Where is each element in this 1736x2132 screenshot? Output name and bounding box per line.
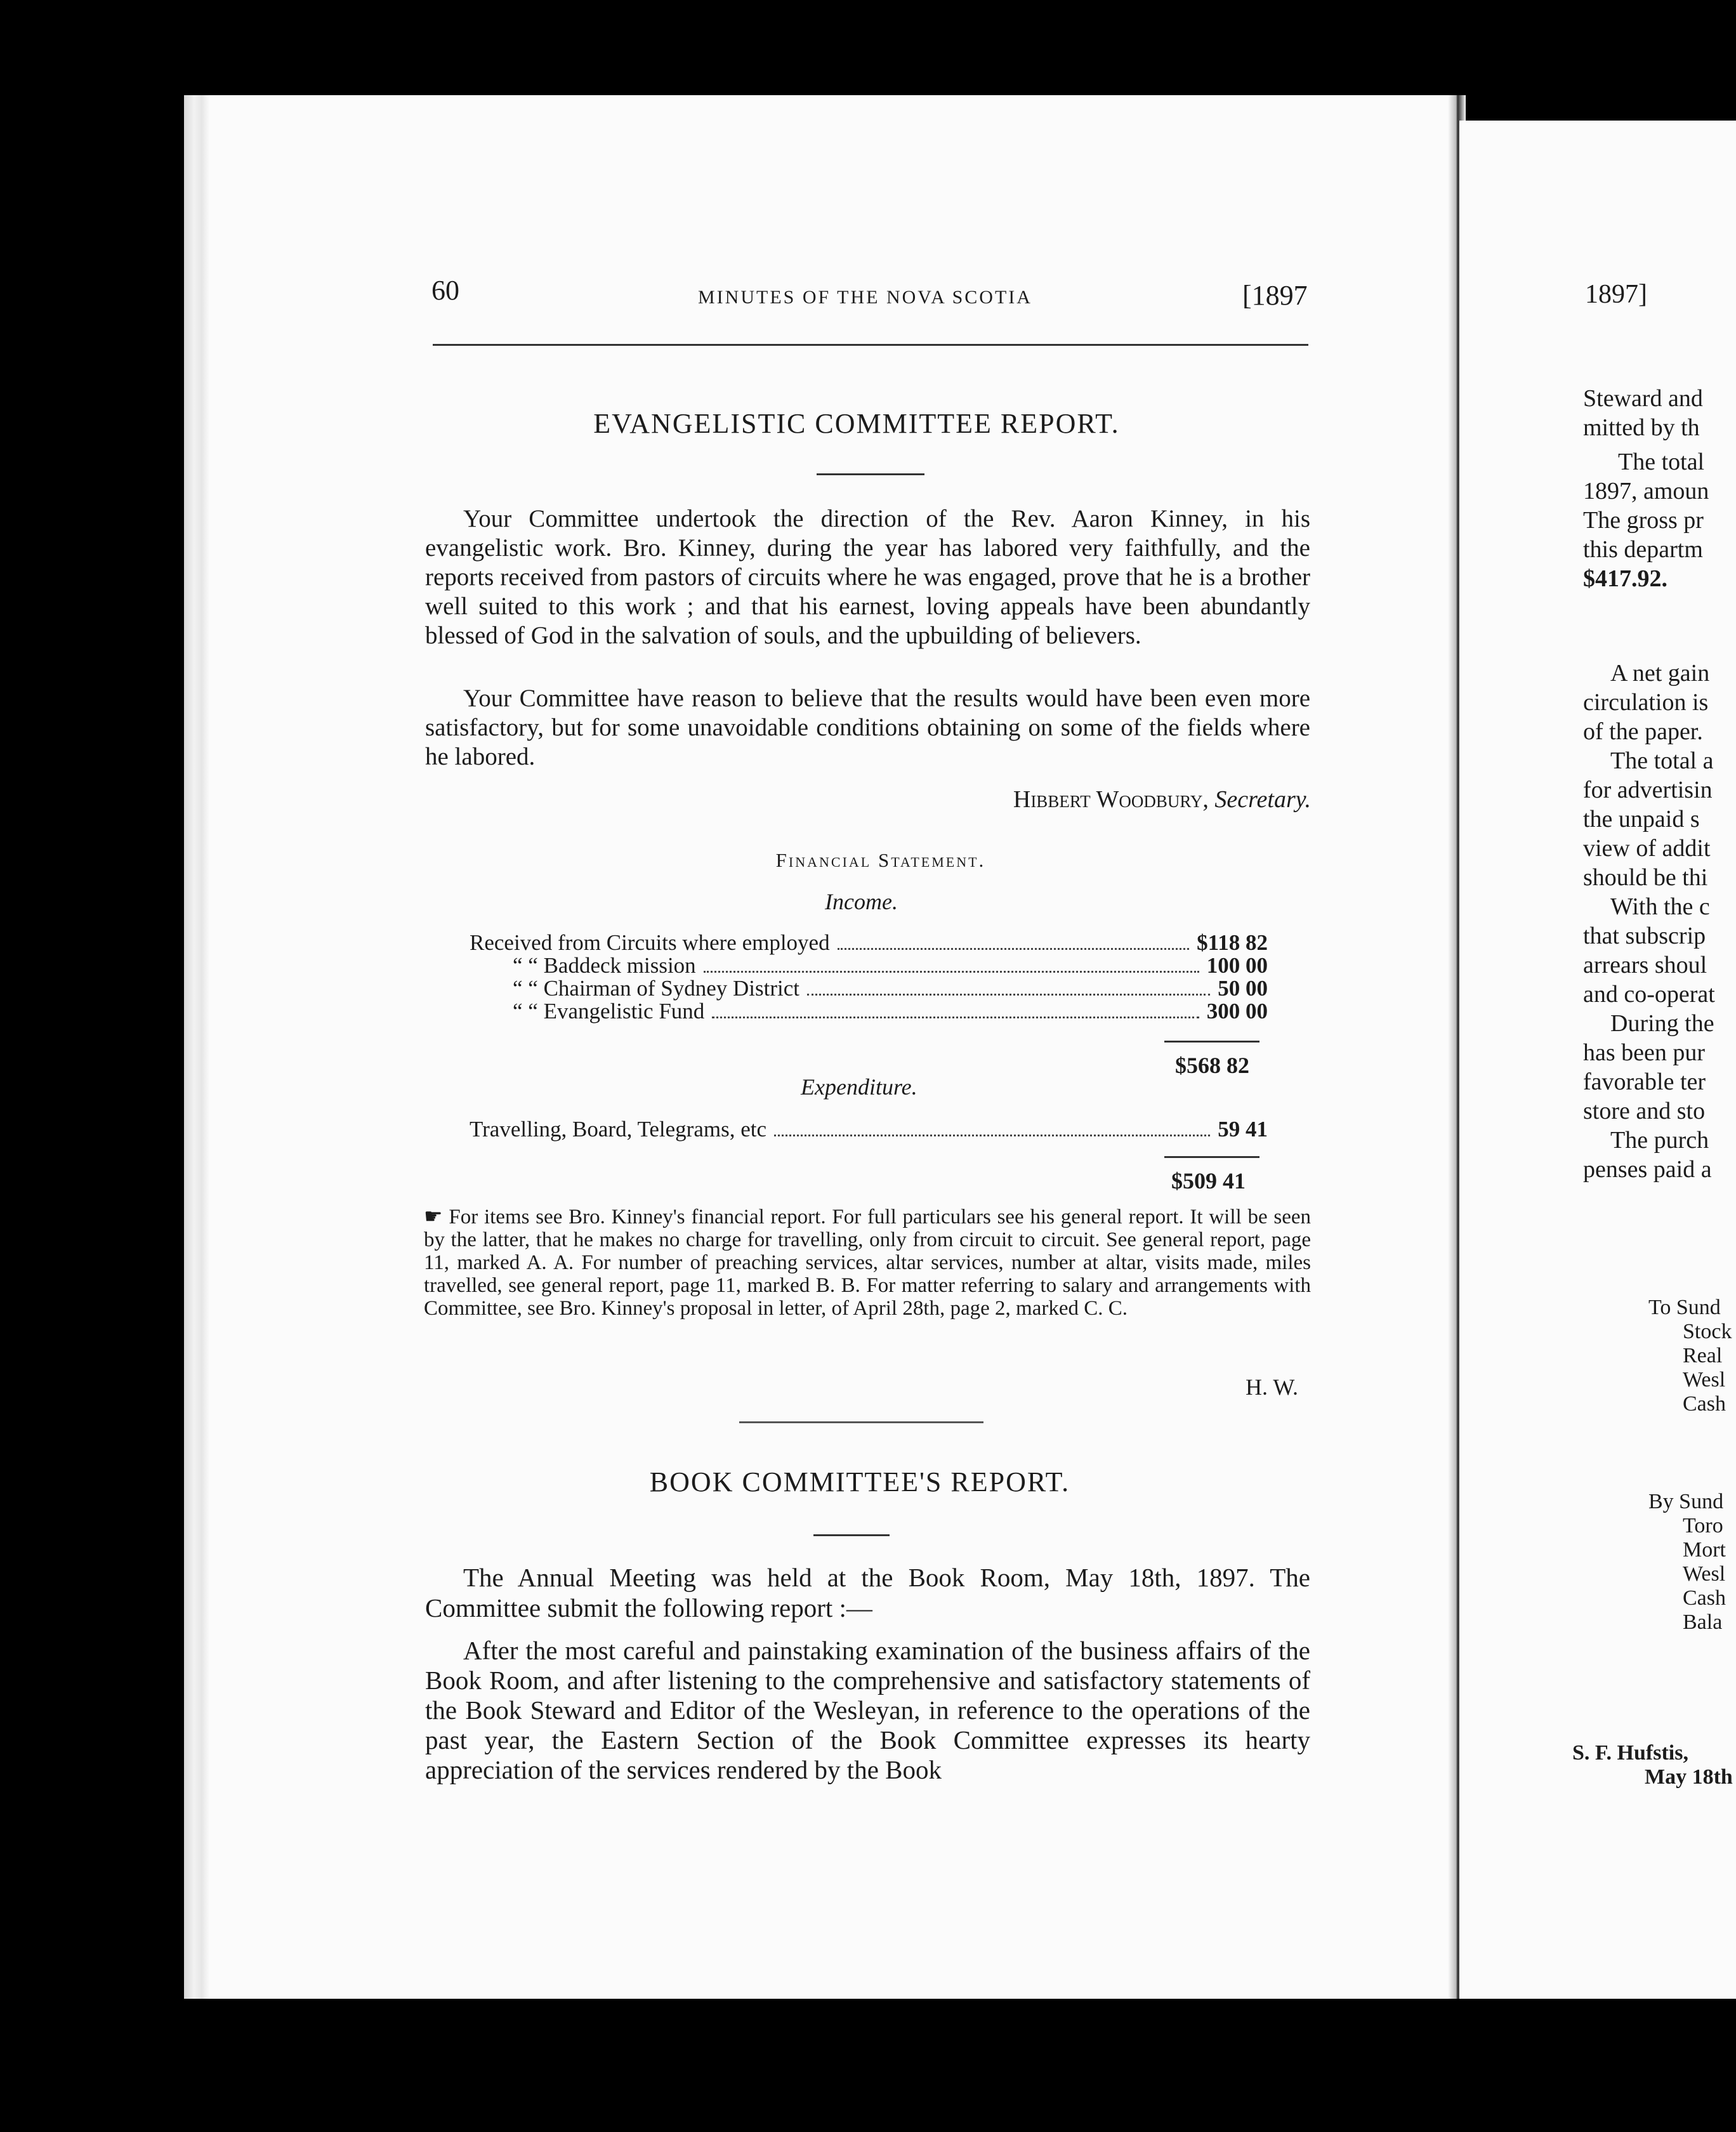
account-line: Toro [1683,1514,1723,1537]
right-page-line: this departm [1583,536,1703,563]
secretary-signature: Hibbert Woodbury, Secretary. [1013,786,1311,813]
right-page-line: With the c [1610,893,1710,920]
right-page-line: The total a [1610,747,1714,774]
right-page-line: for advertisin [1583,777,1713,803]
account-line: Cash [1683,1392,1726,1416]
expenditure-heading: Expenditure. [801,1074,917,1100]
right-page-line: The total [1618,449,1705,475]
right-page-line: view of addit [1583,835,1711,862]
right-page-line: The purch [1610,1127,1709,1154]
evangelistic-paragraph-2: Your Committee have reason to believe that the results would have been even more satisfactory, but for some unavoidable conditions obtaining on some of the fields where he labored. [425,685,1310,770]
page-edge [184,95,209,1999]
right-page-line: $417.92. [1583,565,1667,592]
right-page-line: that subscrip [1583,923,1706,949]
evangelistic-paragraph-1: Your Committee undertook the direction of the Rev. Aaron Kinney, in his evangelistic work. Bro. Kinney, during the year has labored very faithfully, and the reports received from pastors of circuits where he was engaged, prove that he is a brother well suited to this work ; and that his earnest, loving appeals have been abundantly blessed of God in the salvation of souls, and the upbuilding of believers. [425,505,1310,649]
account-line: Mort [1683,1538,1726,1562]
account-line: Wesl [1683,1562,1726,1586]
right-page-line: During the [1610,1010,1714,1037]
right-page-line: Steward and [1583,385,1703,412]
account-line: Stock [1683,1320,1732,1343]
right-page-line: The gross pr [1583,507,1704,534]
title-rule [817,473,924,475]
account-line: Real [1683,1344,1723,1367]
header-rule [433,344,1308,346]
income-heading: Income. [825,889,898,914]
income-row: “ “ Evangelistic Fund 300 00 [513,999,1268,1023]
income-total: $568 82 [1175,1053,1249,1078]
book-paragraph-1: The Annual Meeting was held at the Book Room, May 18th, 1897. The Committee submit the following report :— [425,1563,1310,1622]
section-separator [739,1421,983,1423]
account-line: Cash [1683,1586,1726,1610]
signoff-line: S. F. Hufstis, [1572,1741,1688,1765]
balance-total: $509 41 [1171,1168,1246,1194]
right-page-line: has been pur [1583,1039,1706,1066]
right-page-line: penses paid a [1583,1156,1712,1183]
financial-statement-heading: Financial Statement. [775,849,986,871]
right-page-line: 1897, amoun [1583,478,1709,504]
income-row: “ “ Baddeck mission 100 00 [513,953,1268,978]
right-page-year: 1897] [1585,280,1647,309]
header-year: [1897 [1242,280,1308,311]
income-row: “ “ Chairman of Sydney District 50 00 [513,976,1268,1001]
right-page-line: store and sto [1583,1098,1706,1124]
account-line: To Sund [1648,1296,1721,1319]
account-line: Wesl [1683,1368,1726,1392]
running-title: MINUTES OF THE NOVA SCOTIA [698,287,1032,308]
evangelistic-report-title: EVANGELISTIC COMMITTEE REPORT. [593,408,1120,439]
book-committee-title: BOOK COMMITTEE'S REPORT. [649,1466,1070,1497]
page-number: 60 [431,275,459,306]
right-page-line: mitted by th [1583,414,1700,441]
income-row: Received from Circuits where employed $118 82 [470,930,1268,955]
right-page-line: and co-operat [1583,981,1715,1008]
right-page-line: favorable ter [1583,1069,1706,1095]
right-page-line: of the paper. [1583,718,1703,745]
right-page-line: the unpaid s [1583,806,1700,832]
total-rule [1164,1041,1259,1043]
right-page-line: arrears shoul [1583,952,1707,978]
account-line: By Sund [1648,1490,1724,1513]
right-page-line: circulation is [1583,689,1709,716]
right-page-line: A net gain [1610,660,1710,687]
right-page-line: should be thi [1583,864,1708,891]
initials: H. W. [1245,1374,1298,1400]
title-rule [813,1534,890,1536]
signoff-line: May 18th [1645,1765,1733,1789]
book-paragraph-2: After the most careful and painstaking examination of the business affairs of the Book Room, and after listening to the comprehensive and satisfactory statements of the Book Steward and Editor of the Wesleyan, in reference to the operations of the past year, the Eastern Section of the Book Committee expresses its hearty appreciation of the services rendered by the Book [425,1636,1310,1784]
expenditure-row: Travelling, Board, Telegrams, etc 59 41 [470,1117,1268,1142]
financial-note: ☛ For items see Bro. Kinney's financial report. For full particulars see his general report. It will be seen by the latter, that he makes no charge for travelling, only from circuit to circuit. See general report, page 11, marked A. A. For number of preaching services, altar services, number at altar, visits made, miles travelled, see general report, page 11, marked B. B. For matter referring to salary and arrangements with Committee, see Bro. Kinney's proposal in letter, of April 28th, page 2, marked C. C. [424,1206,1311,1320]
balance-rule [1164,1156,1259,1158]
account-line: Bala [1683,1610,1723,1634]
